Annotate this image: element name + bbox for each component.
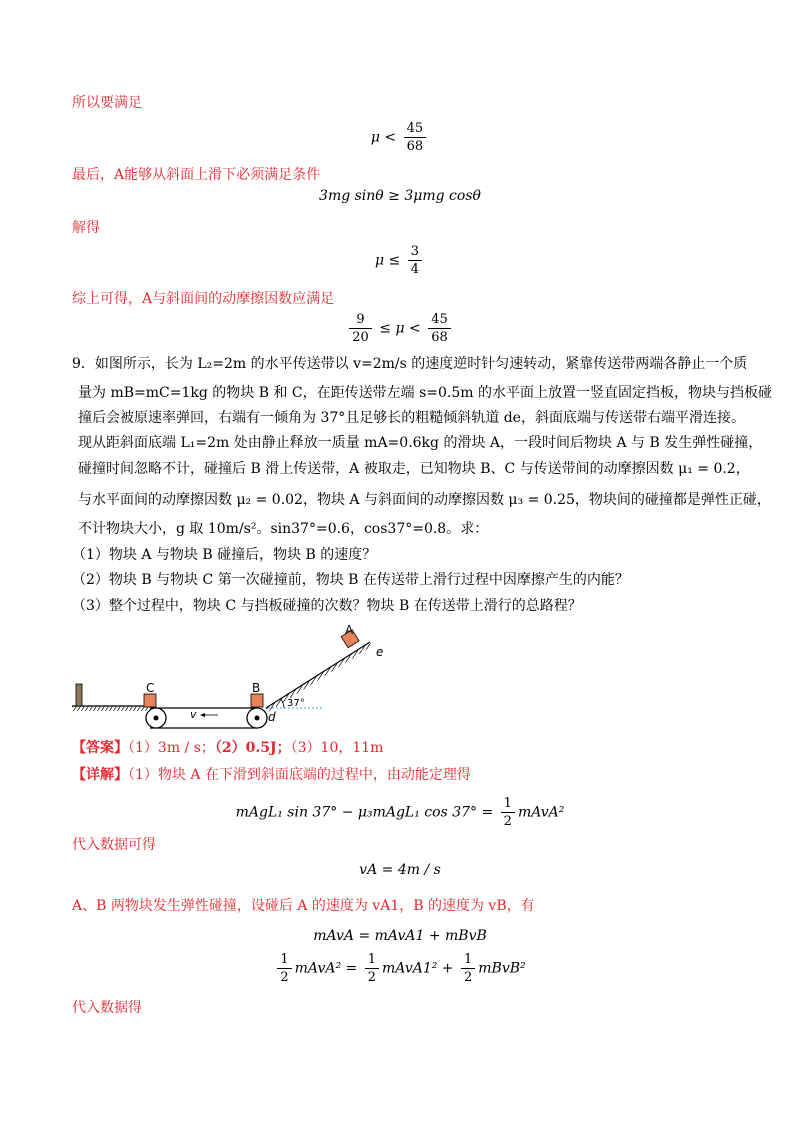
ground-hatch	[72, 706, 152, 711]
question-text: 量为 mB=mC=1kg 的物块 B 和 C，在距传送带左端 s=0.5m 的水平面上放置一竖直固定挡板，物块与挡板碰	[78, 385, 772, 401]
question-text: 9．如图所示，长为 L₂=2m 的水平传送带以 v=2m/s 的速度逆时针匀速转动，紧靠传送带两端各静止一个质	[72, 356, 748, 372]
sub-question: （2）物块 B 与物块 C 第一次碰撞前，物块 B 在传送带上滑行过程中因摩擦产生的内能？	[72, 572, 629, 588]
equation-va: vA = 4m / s	[359, 862, 441, 878]
equation-mu-lower: μ ≤ $\frac{3}{4}$	[0, 244, 800, 277]
equation-condition: 3mg sinθ ≥ 3μmg cosθ	[319, 188, 481, 204]
equation-mu-range: $\frac{9}{20}$ ≤ μ < $\frac{45}{68}$	[0, 312, 800, 345]
label-e: e	[376, 645, 384, 659]
conveyor-incline-figure	[70, 620, 390, 732]
question-text: 不计物块大小，g 取 10m/s²。sin37°=0.6，cos37°=0.8。求：	[78, 521, 489, 537]
text-line: 代入数据得	[72, 1000, 142, 1016]
text-line: 综上可得，A与斜面间的动摩擦因数应满足	[72, 291, 335, 307]
label-angle: 37°	[287, 698, 305, 709]
text-line: 代入数据可得	[72, 837, 156, 853]
velocity-label: v	[190, 708, 197, 721]
block-c	[144, 694, 156, 707]
equation-kinetic: $\frac{1}{2}$ mAvA² = $\frac{1}{2}$ mAvA1² + $\frac{1}{2}$ mBvB²	[0, 952, 800, 985]
sub-question: （3）整个过程中，物块 C 与挡板碰撞的次数？物块 B 在传送带上滑行的总路程？	[72, 598, 582, 614]
question-text: 现从距斜面底端 L₁=2m 处由静止释放一质量 mA=0.6kg 的滑块 A，一段时间后物块 A 与 B 发生弹性碰撞，	[78, 435, 763, 451]
text-line: A、B 两物块发生弹性碰撞，设碰后 A 的速度为 vA1，B 的速度为 vB，有	[72, 898, 535, 914]
sub-question: （1）物块 A 与物块 B 碰撞后，物块 B 的速度？	[72, 547, 377, 563]
answer-line: 【答案】（1）3m / s；（2）0.5J；（3）10，11m	[72, 740, 384, 756]
detail-line: 【详解】（1）物块 A 在下滑到斜面底端的过程中，由动能定理得	[72, 767, 471, 783]
equation-energy: mAgL₁ sin 37° − μ₃mAgL₁ cos 37° = $\frac{1}{2}$ mAvA²	[235, 796, 565, 829]
text-line: 所以要满足	[72, 95, 142, 111]
question-text: 碰撞时间忽略不计，碰撞后 B 滑上传送带，A 被取走，已知物块 B、C 与传送带间的动摩擦因数 μ₁ = 0.2，	[78, 461, 750, 477]
label-c: C	[146, 681, 155, 695]
equation-momentum: mAvA = mAvA1 + mBvB	[313, 928, 487, 944]
text-line: 最后，A能够从斜面上滑下必须满足条件	[72, 167, 321, 183]
block-b	[251, 694, 263, 707]
label-a: A	[345, 623, 354, 637]
question-text: 撞后会被原速率弹回，右端有一倾角为 37°且足够长的粗糙倾斜轨道 de，斜面底端与传送带右端平滑连接。	[78, 410, 745, 426]
baffle	[76, 684, 82, 706]
text-line: 解得	[72, 220, 100, 236]
question-text: 与水平面间的动摩擦因数 μ₂ = 0.02，物块 A 与斜面间的动摩擦因数 μ₃ = 0.25，物块间的碰撞都是弹性正碰，	[78, 492, 771, 508]
label-b: B	[252, 681, 261, 695]
label-d: d	[268, 710, 276, 724]
equation-mu-upper: μ < $\frac{45}{68}$	[0, 121, 800, 154]
